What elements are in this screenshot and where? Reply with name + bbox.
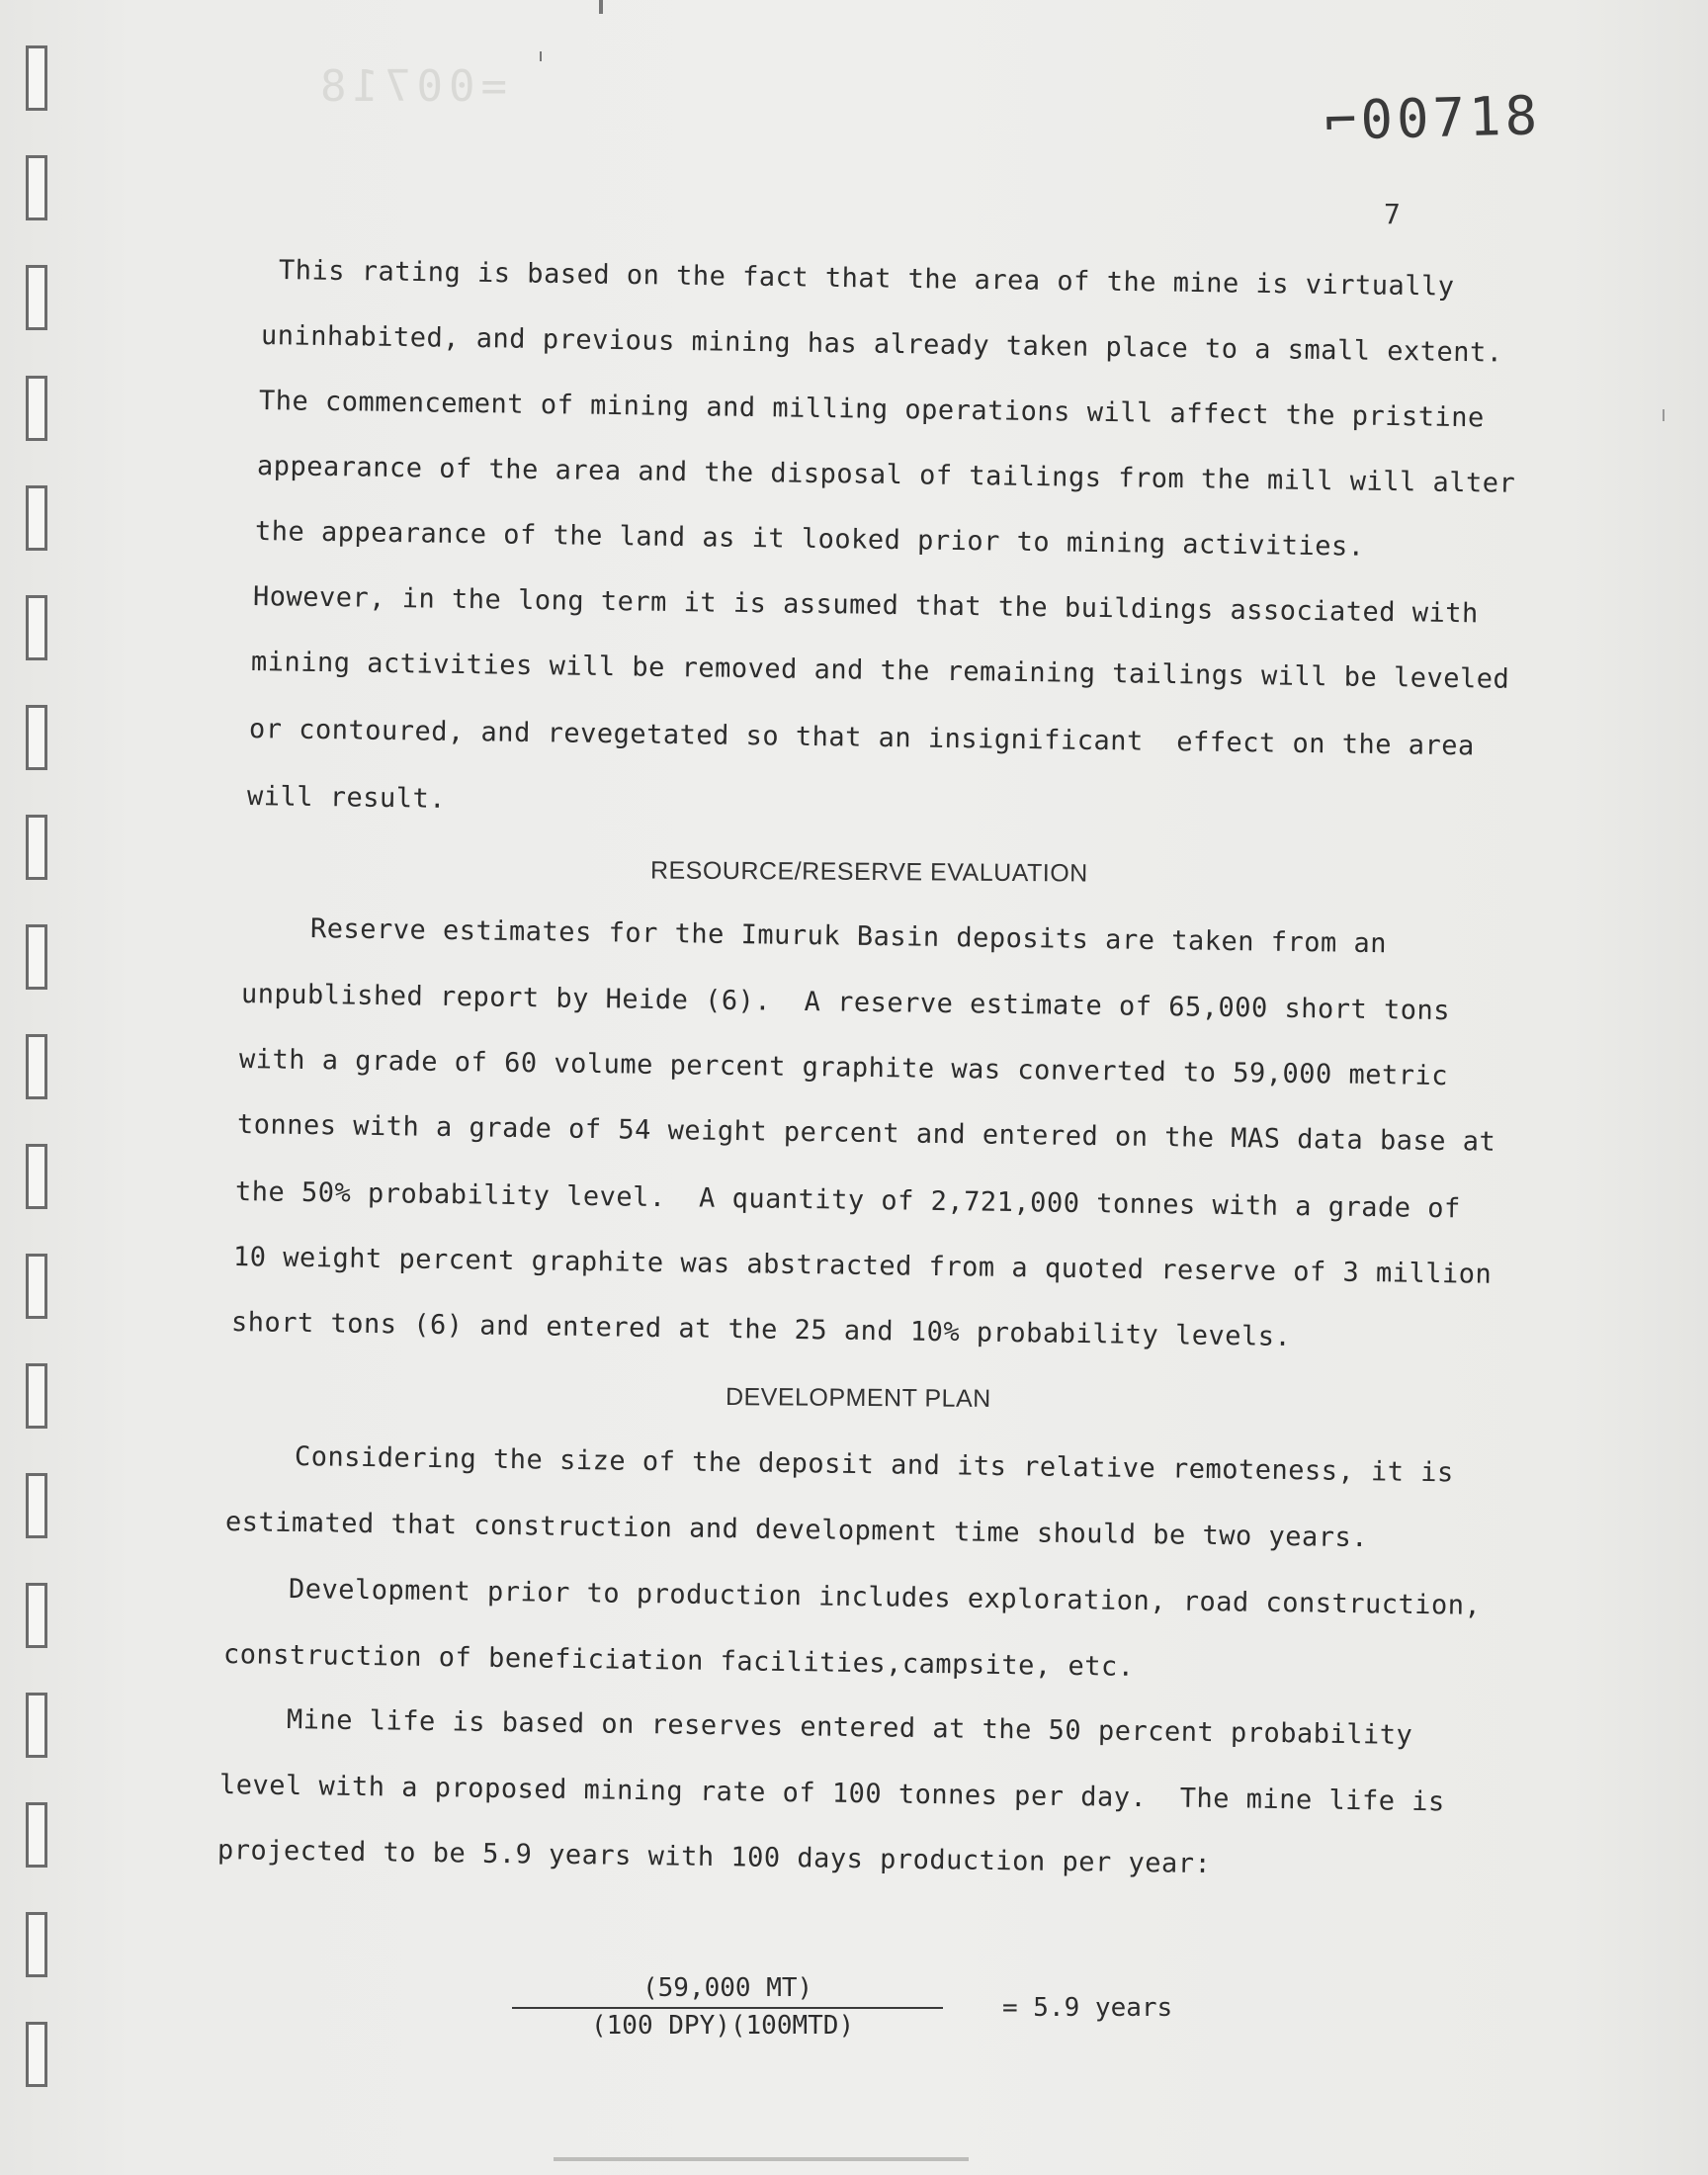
section-heading: RESOURCE/RESERVE EVALUATION bbox=[649, 856, 1088, 888]
formula-numerator: (59,000 MT) bbox=[642, 1973, 813, 2003]
body-text-line: unpublished report by Heide (6). A reserve estimate of 65,000 short tons bbox=[240, 979, 1451, 1027]
body-text-line: the appearance of the land as it looked prior to mining activities. bbox=[254, 516, 1365, 563]
body-text-line: construction of beneficiation facilities,campsite, etc. bbox=[222, 1639, 1135, 1683]
body-text-line: short tons (6) and entered at the 25 and 10% probability levels. bbox=[230, 1307, 1292, 1352]
perforation-hole bbox=[26, 1363, 47, 1429]
formula-denominator: (100 DPY)(100MTD) bbox=[591, 2011, 855, 2041]
body-text-line: mining activities will be removed and the remaining tailings will be leveled bbox=[250, 647, 1510, 695]
scan-speck bbox=[540, 51, 542, 61]
body-text-line: level with a proposed mining rate of 100 tonnes per day. The mine life is bbox=[218, 1770, 1446, 1818]
scan-speck bbox=[599, 0, 603, 14]
body-text-line: uninhabited, and previous mining has already taken place to a small extent. bbox=[260, 320, 1503, 369]
formula-fraction-bar bbox=[512, 2007, 943, 2009]
perforation-hole bbox=[26, 2022, 47, 2087]
document-id-stamp: ⌐00718 bbox=[1324, 84, 1542, 152]
ghost-stamp: =00718 bbox=[314, 61, 507, 112]
section-heading: DEVELOPMENT PLAN bbox=[725, 1383, 991, 1413]
perforation-hole bbox=[26, 705, 47, 770]
body-text-line: Considering the size of the deposit and its relative remoteness, it is bbox=[294, 1441, 1454, 1489]
body-text-line: appearance of the area and the disposal of tailings from the mill will alter bbox=[256, 451, 1516, 499]
perforation-hole bbox=[26, 1912, 47, 1977]
perforation-hole bbox=[26, 1254, 47, 1319]
body-text-line: Development prior to production includes exploration, road construction, bbox=[288, 1574, 1482, 1621]
perforation-hole bbox=[26, 1473, 47, 1538]
page-number: 7 bbox=[1384, 198, 1401, 230]
body-text-line: Mine life is based on reserves entered at the 50 percent probability bbox=[286, 1704, 1413, 1751]
perforation-hole bbox=[26, 1802, 47, 1868]
perforation-hole bbox=[26, 1144, 47, 1209]
body-text-line: projected to be 5.9 years with 100 days production per year: bbox=[216, 1835, 1212, 1880]
body-text-line: or contoured, and revegetated so that an insignificant effect on the area bbox=[248, 714, 1476, 762]
body-text-line: the 50% probability level. A quantity of 2,721,000 tonnes with a grade of bbox=[234, 1176, 1462, 1225]
body-text-line: Reserve estimates for the Imuruk Basin deposits are taken from an bbox=[309, 914, 1388, 960]
perforation-hole bbox=[26, 45, 47, 111]
perforation-hole bbox=[26, 815, 47, 880]
perforation-hole bbox=[26, 155, 47, 220]
body-text-line: tonnes with a grade of 54 weight percent and entered on the MAS data base at bbox=[236, 1109, 1496, 1158]
scan-edge-shadow bbox=[554, 2157, 969, 2161]
perforation-hole bbox=[26, 265, 47, 330]
perforation-hole bbox=[26, 924, 47, 990]
body-text-line: will result. bbox=[246, 781, 447, 815]
body-text-line: estimated that construction and development time should be two years. bbox=[224, 1507, 1369, 1554]
perforation-hole bbox=[26, 595, 47, 660]
perforation-hole bbox=[26, 376, 47, 441]
body-text-line: This rating is based on the fact that the area of the mine is virtually bbox=[278, 255, 1455, 303]
scan-speck bbox=[1663, 409, 1665, 421]
body-text-line: 10 weight percent graphite was abstracted from a quoted reserve of 3 million bbox=[232, 1242, 1493, 1290]
formula-result: = 5.9 years bbox=[1002, 1993, 1173, 2023]
perforation-hole bbox=[26, 485, 47, 551]
body-text-line: The commencement of mining and milling operations will affect the pristine bbox=[258, 386, 1486, 434]
perforation-hole bbox=[26, 1693, 47, 1758]
perforation-hole bbox=[26, 1034, 47, 1099]
body-text-line: with a grade of 60 volume percent graphite was converted to 59,000 metric bbox=[238, 1044, 1449, 1092]
perforation-hole bbox=[26, 1583, 47, 1648]
perforation-strip bbox=[0, 0, 63, 2175]
body-text-line: However, in the long term it is assumed that the buildings associated with bbox=[252, 581, 1480, 630]
